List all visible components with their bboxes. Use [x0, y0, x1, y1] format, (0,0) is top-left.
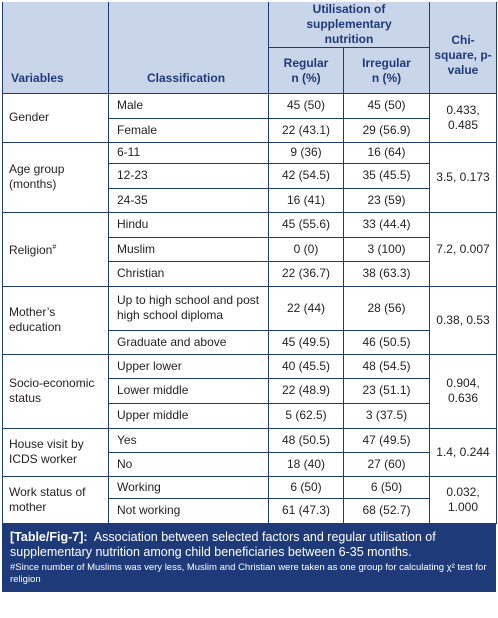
variable-cell: [3, 286, 109, 354]
header-regular-unit: n (%): [291, 70, 321, 85]
classification-cell: Not working: [109, 498, 269, 523]
regular-cell: 16 (41): [269, 188, 344, 212]
table-header: [2, 2, 497, 94]
irregular-cell: 6 (50): [344, 476, 430, 498]
classification-cell: 12-23: [109, 163, 269, 188]
irregular-cell: 29 (56.9): [344, 118, 430, 142]
header-chi-square: Chi-square, p-value: [430, 2, 497, 94]
regular-cell: 6 (50): [269, 476, 344, 498]
regular-cell: 22 (44): [269, 286, 344, 330]
classification-cell: 6-11: [109, 142, 269, 163]
irregular-cell: 48 (54.5): [344, 354, 430, 378]
table-row: [3, 428, 497, 452]
table-row: [3, 142, 497, 163]
variable-label: Age group (months): [9, 162, 65, 191]
table-row: [3, 94, 497, 118]
irregular-cell: 35 (45.5): [344, 163, 430, 188]
irregular-cell: 23 (59): [344, 188, 430, 212]
header-classification: Classification: [109, 2, 269, 94]
variable-footnote-mark: #: [52, 244, 57, 251]
regular-cell: 45 (49.5): [269, 330, 344, 354]
regular-cell: 18 (40): [269, 452, 344, 476]
chi-square-cell: 1.4, 0.244: [430, 428, 497, 476]
regular-cell: 48 (50.5): [269, 428, 344, 452]
classification-cell: Up to high school and post high school diploma: [109, 286, 269, 330]
regular-cell: 22 (36.7): [269, 261, 344, 286]
irregular-cell: 3 (100): [344, 237, 430, 261]
regular-cell: 22 (48.9): [269, 378, 344, 403]
variable-label: Gender: [9, 110, 50, 125]
regular-cell: 5 (62.5): [269, 403, 344, 428]
header-regular: [269, 48, 344, 94]
irregular-cell: 46 (50.5): [344, 330, 430, 354]
table-body: [2, 94, 497, 524]
irregular-cell: 47 (49.5): [344, 428, 430, 452]
regular-cell: 42 (54.5): [269, 163, 344, 188]
variable-cell: [3, 428, 109, 476]
header-regular-label: Regular: [283, 55, 329, 70]
irregular-cell: 3 (37.5): [344, 403, 430, 428]
classification-cell: Graduate and above: [109, 330, 269, 354]
chi-square-cell: 0.032, 1.000: [430, 476, 497, 523]
classification-cell: Yes: [109, 428, 269, 452]
variable-cell: [3, 476, 109, 523]
variable-label: House visit by ICDS worker: [9, 437, 84, 466]
classification-cell: Lower middle: [109, 378, 269, 403]
header-irregular-unit: n (%): [371, 70, 402, 85]
chi-square-cell: 3.5, 0.173: [430, 142, 497, 212]
table-row: [3, 476, 497, 498]
header-irregular: [344, 48, 430, 94]
table-caption: [2, 524, 496, 592]
classification-cell: 24-35: [109, 188, 269, 212]
irregular-cell: 38 (63.3): [344, 261, 430, 286]
regular-cell: 61 (47.3): [269, 498, 344, 523]
chi-square-cell: 0.38, 0.53: [430, 286, 497, 354]
classification-cell: Hindu: [109, 212, 269, 237]
variable-cell: [3, 94, 109, 142]
regular-cell: 40 (45.5): [269, 354, 344, 378]
caption-main: [10, 530, 488, 560]
irregular-cell: 23 (51.1): [344, 378, 430, 403]
classification-cell: No: [109, 452, 269, 476]
header-utilisation: Utilisation of supplementary nutrition: [269, 2, 430, 48]
chi-square-cell: 0.904, 0.636: [430, 354, 497, 428]
table-row: [3, 354, 497, 378]
classification-cell: Upper middle: [109, 403, 269, 428]
chi-square-cell: 7.2, 0.007: [430, 212, 497, 286]
classification-cell: Upper lower: [109, 354, 269, 378]
table-figure: [2, 2, 496, 592]
regular-cell: 9 (36): [269, 142, 344, 163]
caption-footnote: #Since number of Muslims was very less, Muslim and Christian were taken as one group for calculating χ² test for religion: [10, 561, 487, 585]
irregular-cell: 28 (56): [344, 286, 430, 330]
classification-cell: Male: [109, 94, 269, 118]
caption-label: [Table/Fig-7]:: [10, 529, 88, 544]
classification-cell: Female: [109, 118, 269, 142]
irregular-cell: 45 (50): [344, 94, 430, 118]
caption-text: Association between selected factors and regular utilisation of supplementary nutrition among child beneficiaries between 6-35 months.: [10, 529, 436, 559]
irregular-cell: 16 (64): [344, 142, 430, 163]
table-row: [3, 212, 497, 237]
regular-cell: 0 (0): [269, 237, 344, 261]
classification-cell: Working: [109, 476, 269, 498]
regular-cell: 45 (55.6): [269, 212, 344, 237]
irregular-cell: 33 (44.4): [344, 212, 430, 237]
irregular-cell: 68 (52.7): [344, 498, 430, 523]
regular-cell: 22 (43.1): [269, 118, 344, 142]
variable-label: Mother’s education: [9, 305, 62, 334]
chi-square-cell: 0.433, 0.485: [430, 94, 497, 142]
regular-cell: 45 (50): [269, 94, 344, 118]
irregular-cell: 27 (60): [344, 452, 430, 476]
header-irregular-label: Irregular: [362, 55, 411, 70]
variable-cell: [3, 142, 109, 212]
variable-label: Socio-economic status: [9, 376, 95, 405]
classification-cell: Christian: [109, 261, 269, 286]
classification-cell: Muslim: [109, 237, 269, 261]
variable-cell: [3, 354, 109, 428]
table-row: [3, 286, 497, 330]
variable-label: Work status of mother: [9, 484, 86, 514]
variable-label: Religion: [9, 243, 53, 257]
variable-cell: [3, 212, 109, 286]
header-variables: Variables: [3, 2, 109, 94]
